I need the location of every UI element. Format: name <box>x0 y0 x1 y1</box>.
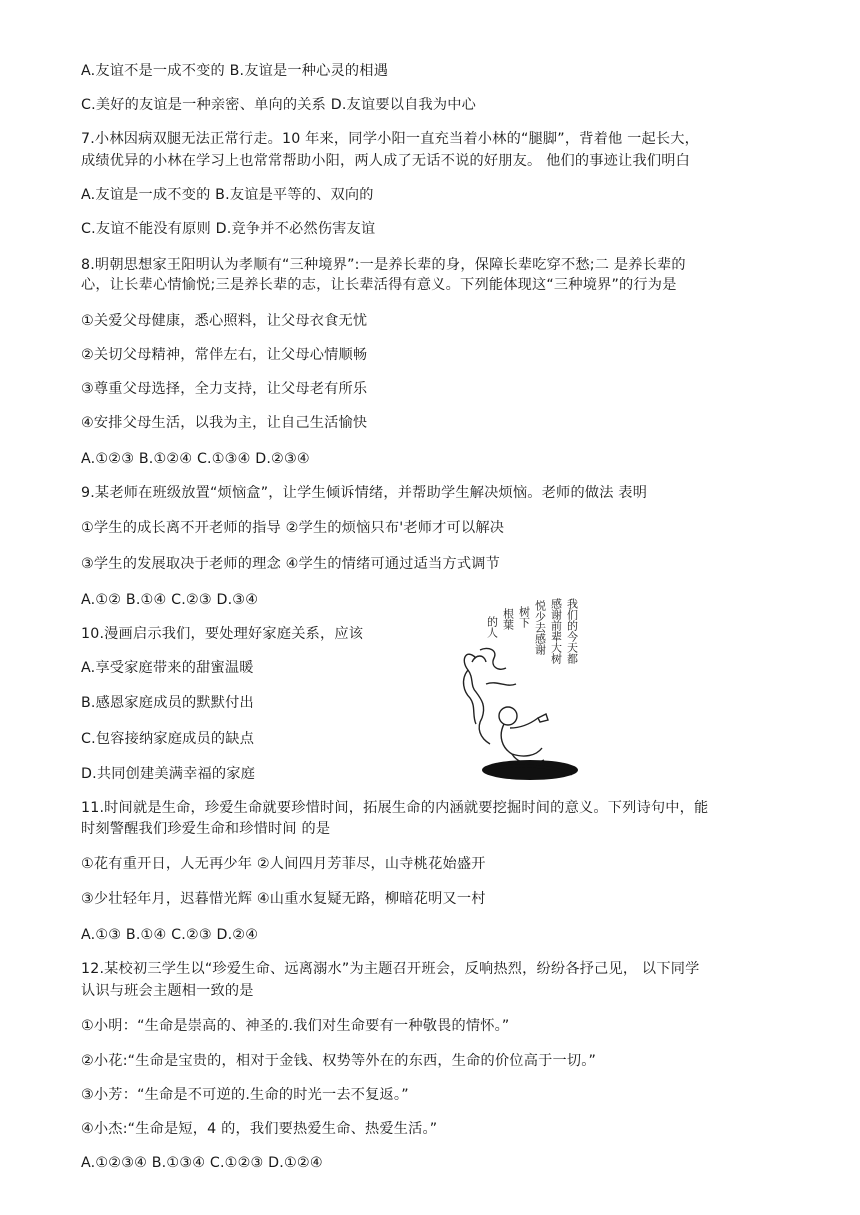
q7-options-cd: C.友谊不能没有原则 D.竞争并不必然伤害友谊 <box>81 221 376 237</box>
family-cartoon-image <box>446 588 588 788</box>
q8-item-3: ③尊重父母选择，全力支持，让父母老有所乐 <box>81 381 368 397</box>
q9-options: A.①② B.①④ C.②③ D.③④ <box>81 592 259 608</box>
q11-stem-2: 时刻警醒我们珍爱生命和珍惜时间 的是 <box>81 821 331 837</box>
q12-item-2: ②小花:“生命是宝贵的，相对于金钱、权势等外在的东西，生命的价位高于一切。” <box>81 1053 597 1069</box>
q8-item-1: ①关爱父母健康，悉心照料，让父母衣食无忧 <box>81 313 368 329</box>
q12-stem-1: 12.某校初三学生以“珍爱生命、远离溺水”为主题召开班会，反响热烈，纷纷各抒己见， 以下同学 <box>81 961 700 977</box>
q6-options-ab: A.友谊不是一成不变的 B.友谊是一种心灵的相遇 <box>81 63 389 79</box>
q6-options-cd: C.美好的友谊是一种亲密、单向的关系 D.友谊要以自我为中心 <box>81 97 477 113</box>
q10-option-c: C.包容接纳家庭成员的缺点 <box>81 731 255 747</box>
cartoon-figure-drawing <box>499 707 548 763</box>
q9-stem: 9.某老师在班级放置“烦恼盒”，让学生倾诉情绪，并帮助学生解决烦恼。老师的做法 表明 <box>81 485 648 501</box>
q8-stem-1: 8.明朝思想家王阳明认为孝顺有“三种境界”:一是养长辈的身，保障长辈吃穿不愁;二 是养长辈的 <box>81 257 686 273</box>
q8-stem-2: 心，让长辈心情愉悦;三是养长辈的志，让长辈活得有意义。下列能体现这“三种境界”的行为是 <box>81 277 677 293</box>
svg-text:感谢前辈大树: 感谢前辈大树 <box>549 598 563 664</box>
q12-options: A.①②③④ B.①③④ C.①②③ D.①②④ <box>81 1155 323 1171</box>
svg-text:我们的今天都: 我们的今天都 <box>565 598 579 664</box>
q12-item-3: ③小芳：“生命是不可逆的.生命的时光一去不复返。” <box>81 1087 409 1103</box>
q8-item-4: ④安排父母生活，以我为主，让自己生活愉快 <box>81 415 368 431</box>
svg-text:树下: 树下 <box>517 606 531 628</box>
q9-items-34: ③学生的发展取决于老师的理念 ④学生的情绪可通过适当方式调节 <box>81 556 501 572</box>
q7-options-ab: A.友谊是一成不变的 B.友谊是平等的、双向的 <box>81 187 374 203</box>
q11-stem-1: 11.时间就是生命，珍爱生命就要珍惜时间，拓展生命的内涵就要挖掘时间的意义。下列诗句中，能 <box>81 800 709 816</box>
q7-stem-2: 成绩优异的小林在学习上也常常帮助小阳，两人成了无话不说的好朋友。 他们的事迹让我们明白 <box>81 153 690 169</box>
svg-text:的人: 的人 <box>485 616 499 638</box>
q7-stem-1: 7.小林因病双腿无法正常行走。10 年来，同学小阳一直充当着小林的“腿脚”，背着他 一起长大， <box>81 131 700 147</box>
q12-stem-2: 认识与班会主题相一致的是 <box>81 983 254 999</box>
q8-item-2: ②关切父母精神，常伴左右，让父母心情顺畅 <box>81 347 368 363</box>
q11-options: A.①③ B.①④ C.②③ D.②④ <box>81 927 259 943</box>
q11-items-12: ①花有重开日，人无再少年 ②人间四月芳菲尽，山寺桃花始盛开 <box>81 856 486 872</box>
q8-options: A.①②③ B.①②④ C.①③④ D.②③④ <box>81 451 310 467</box>
q10-option-b: B.感恩家庭成员的默默付出 <box>81 695 254 711</box>
q10-stem: 10.漫画启示我们，要处理好家庭关系，应该 <box>81 626 364 642</box>
q12-item-4: ④小杰:“生命是短，4 的，我们要热爱生命、热爱生活。” <box>81 1121 438 1137</box>
svg-text:根葉: 根葉 <box>501 608 515 630</box>
q10-option-d: D.共同创建美满幸福的家庭 <box>81 766 256 782</box>
svg-text:悦少去感谢: 悦少去感谢 <box>533 600 547 655</box>
cartoon-handwritten-caption <box>486 597 579 665</box>
q10-option-a: A.享受家庭带来的甜蜜温暖 <box>81 660 254 676</box>
cartoon-tree-drawing <box>464 648 516 744</box>
q9-items-12: ①学生的成长离不开老师的指导 ②学生的烦恼只布'老师才可以解决 <box>81 520 505 536</box>
q11-items-34: ③少壮轻年月，迟暮惜光辉 ④山重水复疑无路，柳暗花明又一村 <box>81 891 486 907</box>
q12-item-1: ①小明：“生命是崇高的、神圣的.我们对生命要有一种敬畏的情怀。” <box>81 1018 510 1034</box>
